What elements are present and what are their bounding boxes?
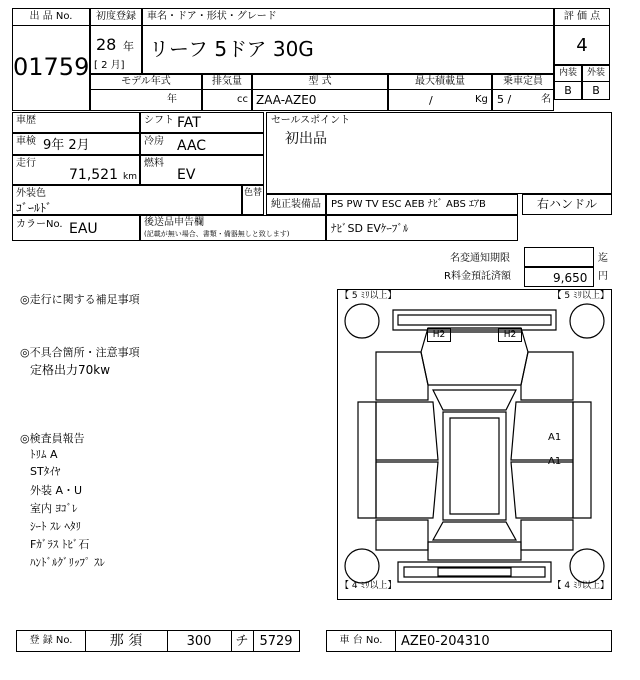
steering-value: 右ハンドル [536, 197, 597, 211]
documents-label: 後送品申告欄 [144, 217, 204, 228]
ac-value: AAC [177, 138, 207, 154]
lot-number-label: 出 品 No. [29, 11, 73, 22]
headlight-right-box [498, 328, 522, 342]
car-name: リーフ 5ドア 30G [149, 37, 314, 61]
exterior-grade-cell [582, 65, 610, 100]
lot-number-cell [12, 8, 90, 111]
name-change-label: 名変通知期限 [450, 253, 510, 264]
documents-value: ﾅﾋﾞSD EVｹｰﾌﾞﾙ [331, 222, 409, 235]
shift-label: シフト [144, 115, 174, 126]
repaint-label: 色替 [244, 188, 263, 198]
damage-mark-a1-rear-door: A1 [548, 456, 562, 467]
documents-note: (記載が無い場合、書類・備器無しと致します) [144, 230, 290, 238]
driving-notes-label: ◎走行に関する補足事項 [20, 293, 140, 306]
recycle-box [524, 267, 594, 287]
inspector-line: ﾊﾝﾄﾞﾙｸﾞﾘｯﾌﾟ ｽﾚ [30, 556, 105, 569]
recycle-value: 9,650 [553, 271, 588, 285]
max-load-cell [388, 74, 492, 111]
score-cell [554, 8, 610, 65]
car-outline [338, 290, 611, 599]
damage-mark-h2-right: H2 [503, 330, 517, 340]
mileage-label: 走行 [16, 158, 36, 169]
first-registration-cell [90, 8, 142, 74]
sales-point-cell [266, 112, 612, 194]
score-value: 4 [576, 35, 588, 56]
exterior-grade: B [592, 84, 600, 97]
interior-grade: B [564, 84, 572, 97]
inspector-line: Fｶﾞﾗｽ ﾄﾋﾞ石 [30, 538, 90, 551]
model-code-label: 型 式 [308, 76, 332, 87]
interior-grade-cell [554, 65, 582, 100]
interior-label: 内装 [558, 68, 577, 78]
tire-front-left-depth: 【 5 ﾐﾘ以上】 [340, 291, 397, 301]
chassis-number: AZE0-204310 [401, 634, 490, 649]
chassis-number-box [326, 630, 612, 652]
documents-cell [140, 215, 326, 241]
history-cell [12, 112, 140, 133]
ac-cell [140, 133, 264, 155]
equipment-value-cell [326, 194, 518, 215]
score-label: 評 価 点 [563, 11, 601, 22]
inspector-line: 外装 A・U [30, 484, 83, 497]
registration-number-label: 登 録 No. [29, 635, 73, 646]
sales-point-value: 初出品 [285, 131, 327, 147]
history-label: 車歴 [16, 115, 36, 126]
documents-value-cell [326, 215, 518, 241]
recycle-label: R料金預託済額 [444, 271, 511, 282]
equipment-value: PS PW TV ESC AEB ﾅﾋﾞ ABS ｴｱB [331, 199, 486, 210]
model-year-cell [90, 74, 202, 111]
capacity-unit: 名 [541, 94, 551, 105]
sales-point-label: セールスポイント [271, 115, 351, 126]
first-registration-month: [ 2 月] [94, 60, 125, 71]
repaint-cell [242, 185, 264, 215]
car-name-cell [142, 8, 554, 74]
damage-mark-h2-left: H2 [432, 330, 446, 340]
name-change-box [524, 247, 594, 267]
defects-value: 定格出力70kw [30, 363, 111, 377]
ac-label: 冷房 [144, 136, 164, 147]
body-color-value: ｺﾞｰﾙﾄﾞ [16, 201, 53, 215]
displacement-cell [202, 74, 252, 111]
headlight-left-box [427, 328, 451, 342]
equipment-label: 純正装備品 [271, 199, 321, 210]
damage-diagram [337, 289, 612, 600]
chassis-number-label: 車 台 No. [339, 635, 383, 646]
car-name-label: 車名・ドア・形状・グレード [147, 11, 277, 22]
shift-cell [140, 112, 264, 133]
color-no-cell [12, 215, 140, 241]
inspector-label: ◎検査員報告 [20, 432, 85, 445]
body-color-cell [12, 185, 242, 215]
body-color-label: 外装色 [16, 188, 46, 199]
registration-number-box [16, 630, 300, 652]
fuel-cell [140, 155, 264, 185]
tire-rear-right-depth: 【 4 ﾐﾘ以上】 [552, 581, 609, 591]
fuel-label: 燃料 [144, 158, 164, 169]
inspector-line: ｼｰﾄ ｽﾚ ﾍﾀﾘ [30, 520, 81, 533]
shift-value: FAT [177, 115, 201, 131]
model-code: ZAA-AZE0 [256, 93, 317, 107]
damage-mark-a1-front-door: A1 [548, 432, 562, 443]
model-code-cell [252, 74, 388, 111]
capacity-value: 5 / [497, 93, 512, 106]
max-load-value: / [429, 94, 433, 107]
lot-number: 01759 [13, 53, 90, 81]
displacement-unit: cc [237, 94, 248, 105]
year-unit: 年 [123, 40, 134, 53]
registration-class: 300 [186, 634, 212, 649]
registration-serial: 5729 [259, 634, 293, 649]
first-registration-year: 28 [96, 35, 117, 54]
first-registration-label: 初度登録 [96, 11, 136, 22]
capacity-cell [492, 74, 554, 111]
displacement-label: 排気量 [212, 76, 242, 87]
steering-cell [522, 194, 612, 215]
mileage-unit: km [123, 172, 137, 182]
inspection-label: 車検 [16, 136, 36, 147]
tire-front-right-depth: 【 5 ﾐﾘ以上】 [552, 291, 609, 301]
inspector-line: STﾀｲﾔ [30, 465, 61, 478]
max-load-unit: Kg [475, 94, 488, 105]
equipment-label-cell [266, 194, 326, 215]
inspection-cell [12, 133, 140, 155]
recycle-unit: 円 [598, 271, 608, 282]
registration-area: 那 須 [109, 633, 143, 649]
max-load-label: 最大積載量 [415, 76, 465, 87]
defects-label: ◎不具合箇所・注意事項 [20, 346, 140, 359]
color-no-value: EAU [69, 221, 98, 237]
mileage-cell [12, 155, 140, 185]
mileage-value: 71,521 [69, 167, 118, 183]
color-no-label: カラーNo. [16, 219, 63, 230]
inspector-line: ﾄﾘﾑ A [30, 448, 58, 461]
model-year-unit: 年 [167, 94, 177, 105]
exterior-label: 外装 [586, 68, 605, 78]
tire-rear-left-depth: 【 4 ﾐﾘ以上】 [340, 581, 397, 591]
model-year-label: モデル年式 [121, 76, 171, 87]
capacity-label: 乗車定員 [503, 76, 543, 87]
fuel-value: EV [177, 167, 196, 183]
name-change-unit: 迄 [598, 253, 608, 264]
inspection-value: 9年 2月 [43, 138, 90, 153]
inspector-line: 室内 ﾖｺﾞﾚ [30, 502, 78, 515]
registration-kana: チ [235, 634, 249, 649]
